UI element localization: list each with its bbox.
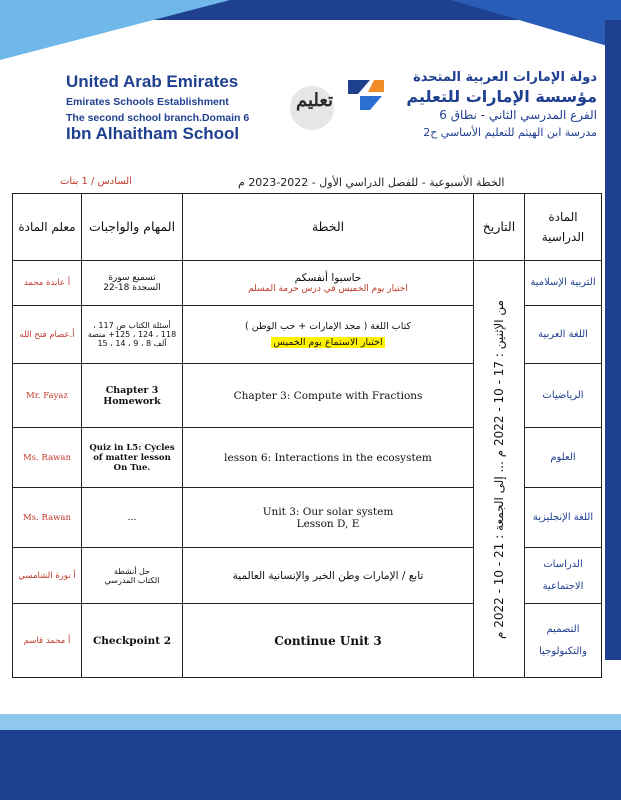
plan-line: اختبار يوم الخميس في درس حرمة المسلم: [248, 284, 408, 294]
teacher-cell: Ms. Rawan: [13, 488, 82, 548]
subject-cell: التربية الإسلامية: [525, 261, 602, 306]
subject-cell: الرياضيات: [525, 364, 602, 428]
subject-cell: الدراسات الاجتماعية: [525, 548, 602, 604]
header-subject: المادة الدراسية: [525, 194, 602, 261]
tasks-line: أسئلة الكتاب ص 117 ،: [93, 321, 171, 330]
tasks-line: Quiz in L5: Cycles: [89, 442, 175, 453]
header-teacher: معلم المادة: [13, 194, 82, 261]
plan-line: تابع / الإمارات وطن الخير والإنسانية العالمية: [232, 569, 424, 582]
teacher-cell: أ نورة الشامسي: [13, 548, 82, 604]
plan-title: الخطة الأسبوعية - للفصل الدراسي الأول - 2022-2023 م: [238, 176, 505, 189]
header-en-country: United Arab Emirates: [66, 72, 239, 91]
header-date: التاريخ: [474, 194, 525, 261]
header-tasks: المهام والواجبات: [82, 194, 183, 261]
header-en-school: Ibn Alhaitham School: [66, 124, 240, 143]
subject-cell: التصميم والتكنولوجيا: [525, 604, 602, 678]
plan-line: كتاب اللغة ( مجد الإمارات + حب الوطن ): [245, 321, 411, 332]
top-right-accent: [451, 0, 621, 50]
tasks-cell: [82, 261, 183, 306]
weekly-plan-table: [12, 193, 602, 678]
tasks-cell: [82, 306, 183, 364]
right-border-bar: [605, 20, 621, 660]
tasks-cell: [82, 488, 183, 548]
plan-cell: [183, 548, 474, 604]
teacher-cell: أ.عصام فتح الله: [13, 306, 82, 364]
plan-cell: [183, 488, 474, 548]
tasks-cell: [82, 604, 183, 678]
tasks-line: Checkpoint 2: [92, 634, 172, 647]
taaleem-logo: [290, 82, 348, 132]
tasks-line: ...: [127, 512, 137, 523]
header-en-establishment: Emirates Schools Establishment: [66, 96, 229, 108]
subject-cell: اللغة الإنجليزية: [525, 488, 602, 548]
tasks-line: تسميع سورة: [108, 273, 156, 283]
table-row: [13, 261, 602, 306]
date-range: من الإثنين : 17 - 10 - 2022 م ... إلى الجمعة : 21 - 10 - 2022 م: [492, 299, 506, 639]
plan-cell: [183, 364, 474, 428]
tasks-line: حل أنشطة: [114, 566, 150, 576]
plan-cell: [183, 428, 474, 488]
header-ar-branch: الفرع المدرسي الثاني - نطاق 6: [439, 108, 597, 122]
header-ar-country: دولة الإمارات العربية المتحدة: [413, 70, 597, 85]
subject-cell: العلوم: [525, 428, 602, 488]
date-cell: [474, 261, 525, 678]
plan-cell: [183, 604, 474, 678]
tasks-line: Homework: [103, 395, 161, 407]
plan-line: Chapter 3: Compute with Fractions: [233, 389, 423, 402]
tasks-line: Chapter 3: [105, 384, 159, 396]
plan-line: Unit 3: Our solar system: [262, 505, 394, 518]
class-label: السادس / 1 بنات: [60, 176, 133, 187]
logo-word: تعليم: [296, 90, 334, 111]
plan-highlight: اختبار الاستماع يوم الخميس: [273, 337, 383, 348]
teacher-cell: أ عابدة محمد: [13, 261, 82, 306]
tasks-line: ألف 8 ، 9 ، 14 ، 15: [97, 339, 167, 348]
tasks-line: of matter lesson: [93, 452, 171, 463]
plan-line: Lesson D, E: [296, 517, 360, 530]
plan-line: حاسبوا أنفسكم: [294, 272, 362, 284]
tasks-cell: [82, 364, 183, 428]
tasks-line: السجدة 18-22: [103, 283, 161, 293]
bottom-white-gap: [0, 674, 621, 714]
tasks-line: الكتاب المدرسي: [104, 575, 160, 585]
teacher-cell: Mr. Fayaz: [13, 364, 82, 428]
tasks-line: On Tue.: [113, 462, 151, 473]
plan-line: lesson 6: Interactions in the ecosystem: [224, 451, 432, 464]
teacher-cell: أ محمد قاسم: [13, 604, 82, 678]
emirates-logo-icon: [344, 74, 388, 118]
teacher-cell: Ms. Rawan: [13, 428, 82, 488]
plan-cell: [183, 306, 474, 364]
subject-cell: اللغة العربية: [525, 306, 602, 364]
tasks-cell: [82, 548, 183, 604]
header-plan: الخطة: [183, 194, 474, 261]
table-header-row: [13, 194, 602, 261]
tasks-line: 118 ، 124 ، 125+ منصة: [87, 330, 177, 339]
header-en-branch: The second school branch.Domain 6: [66, 112, 250, 124]
header-ar-establishment: مؤسسة الإمارات للتعليم: [406, 87, 597, 106]
header-ar-school: مدرسة ابن الهيثم للتعليم الأساسي ح2: [423, 126, 597, 139]
tasks-cell: [82, 428, 183, 488]
plan-cell: [183, 261, 474, 306]
plan-line: Continue Unit 3: [274, 633, 382, 648]
top-left-accent: [0, 0, 230, 60]
